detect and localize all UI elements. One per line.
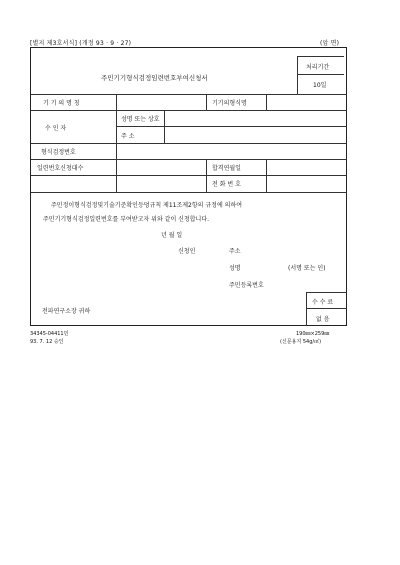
application-form <box>30 47 347 326</box>
approval-date: 93. 7. 12 승인 <box>30 339 64 345</box>
statement-line-2: 주민기기형식검정일련번호를 부여받고자 위와 같이 신청합니다. <box>43 216 210 223</box>
phone-label: 전 화 번 호 <box>212 181 241 188</box>
form-code: 34345-04411민 <box>30 331 69 337</box>
address-row-label: 주 소 <box>121 133 135 140</box>
page-side: (앞 면) <box>320 40 340 47</box>
processing-period-value: 10일 <box>313 82 327 89</box>
date-line: 년 월 일 <box>161 232 183 239</box>
fee-label: 수 수 료 <box>312 299 334 306</box>
serial-count-label: 일련번호신청대수 <box>37 165 84 172</box>
resident-no-label: 주민등록번호 <box>229 282 264 289</box>
processing-period-label: 처리기간 <box>306 64 330 71</box>
applicant-sign-label: 신청인 <box>178 248 196 255</box>
form-number: [별지 제3호서식] (개정 93 · 9 · 27) <box>30 40 132 47</box>
pass-date-label: 합격연월일 <box>212 165 241 172</box>
name-sign-label: 성명 <box>229 265 241 272</box>
address-sign-label: 주소 <box>229 248 241 255</box>
addressee: 전파연구소장 귀하 <box>42 308 91 315</box>
statement-line-1: 주민정이형식검정및기술기준확인등뎡규칙 제11조제2항의 규정에 의하여 <box>51 202 243 209</box>
applicant-label: 수 인 자 <box>45 125 67 132</box>
device-name-label: 기 기 의 명 칭 <box>43 100 80 107</box>
type-approval-no-label: 형식검정번호 <box>41 149 76 156</box>
paper-size: 190㎜×259㎜ <box>296 331 330 337</box>
device-model-label: 기기의형식명 <box>212 100 247 107</box>
name-or-trade-label: 성명 또는 상호 <box>121 116 160 123</box>
signature-label: (서명 또는 인) <box>288 265 326 272</box>
paper-type: (신문용지 54g/㎡) <box>280 339 322 345</box>
form-title: 주민기기형식검정임련번호부여신청서 <box>101 74 208 82</box>
fee-value: 없 음 <box>316 316 330 323</box>
